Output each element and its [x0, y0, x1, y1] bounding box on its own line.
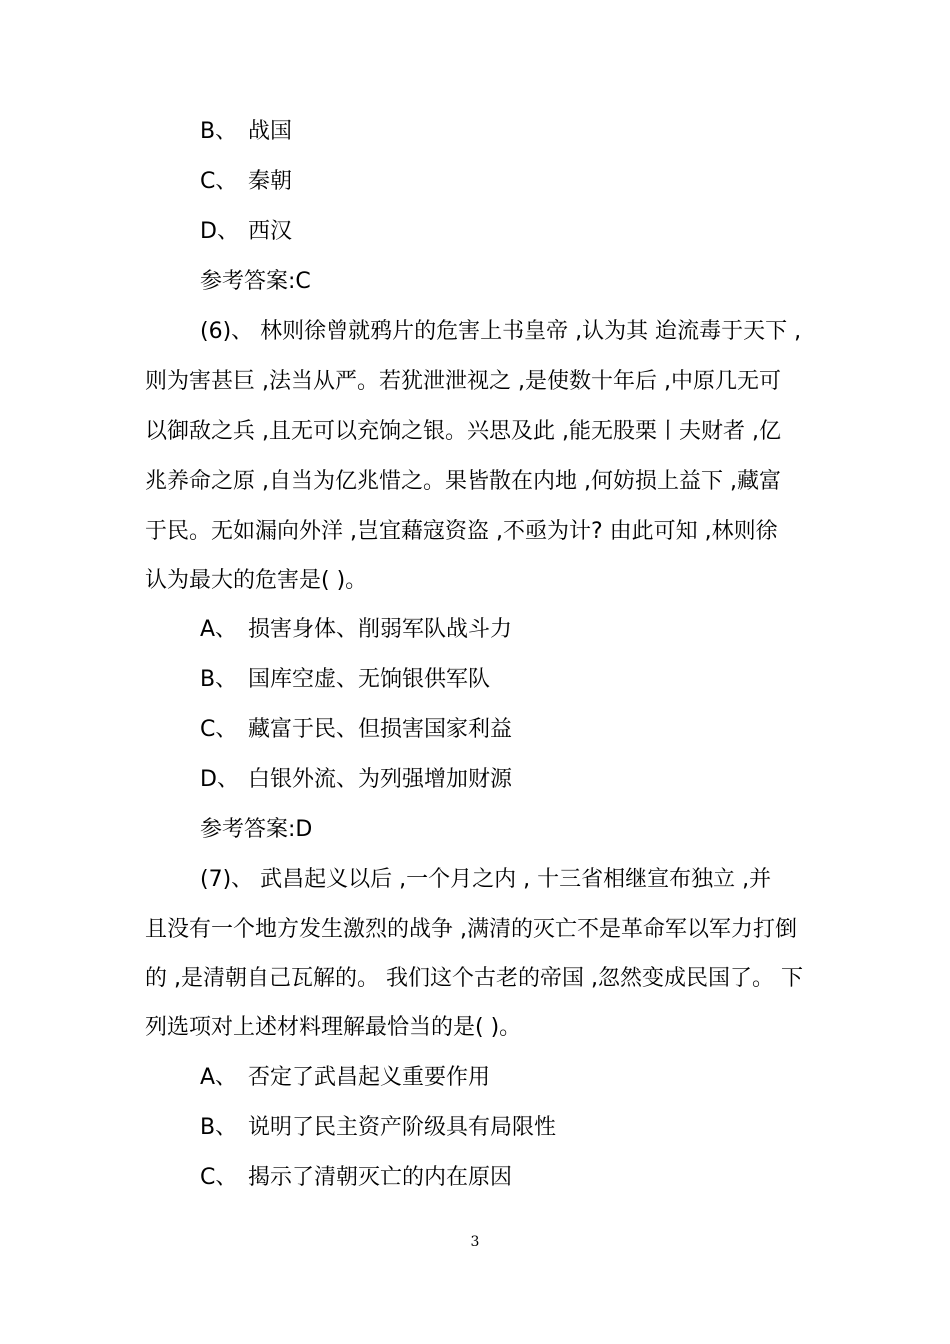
option-text: 损害身体、削弱军队战斗力 [248, 617, 513, 642]
option-label: D、 [200, 767, 239, 792]
option-text: 西汉 [248, 219, 293, 244]
q7-stem-line-3: 的 ,是清朝自己瓦解的。 我们这个古老的帝国 ,忽然变成民国了。 下 [145, 966, 803, 991]
q6-stem-line-5: 于民。无如漏向外洋 ,岂宜藉寇资盗 ,不亟为计? 由此可知 ,林则徐 [145, 519, 778, 544]
q7-stem-line-2: 且没有一个地方发生激烈的战争 ,满清的灭亡不是革命军以军力打倒 [145, 917, 797, 942]
option-text: 说明了民主资产阶级具有局限性 [248, 1115, 557, 1140]
q7-stem-line-4: 列选项对上述材料理解最恰当的是( )。 [145, 1015, 522, 1040]
option-label: D、 [200, 219, 239, 244]
q6-option-a [200, 615, 512, 645]
q6-option-d [200, 765, 512, 795]
option-label: A、 [200, 617, 238, 642]
option-label: B、 [200, 667, 238, 692]
q6-stem-line-2: 则为害甚巨 ,法当从严。若犹泄泄视之 ,是使数十年后 ,中原几无可 [145, 369, 781, 394]
option-label: C、 [200, 169, 238, 194]
q5-option-c [200, 167, 292, 197]
option-label: A、 [200, 1065, 238, 1090]
q5-option-b [200, 117, 292, 147]
option-text: 否定了武昌起义重要作用 [248, 1065, 491, 1090]
q7-stem-line-1: (7)、 武昌起义以后 ,一个月之内 , 十三省相继宣布独立 ,并 [200, 867, 772, 892]
option-text: 战国 [248, 119, 293, 144]
q6-option-b [200, 665, 490, 695]
option-text: 国库空虚、无饷银供军队 [248, 667, 491, 692]
q6-stem-line-3: 以御敌之兵 ,且无可以充饷之银。兴思及此 ,能无股栗丨夫财者 ,亿 [145, 419, 781, 444]
q6-stem-line-1: (6)、 林则徐曾就鸦片的危害上书皇帝 ,认为其 迨流毒于天下 , [200, 319, 802, 344]
page-number: 3 [470, 1234, 480, 1250]
q7-option-a [200, 1063, 490, 1093]
option-text: 藏富于民、但损害国家利益 [248, 717, 513, 742]
option-label: C、 [200, 717, 238, 742]
q7-option-c [200, 1163, 512, 1193]
q5-option-d [200, 217, 292, 247]
option-label: C、 [200, 1165, 238, 1190]
option-text: 白银外流、为列强增加财源 [248, 767, 513, 792]
option-label: B、 [200, 1115, 238, 1140]
q5-answer: 参考答案:C [200, 269, 311, 294]
option-text: 秦朝 [248, 169, 293, 194]
option-label: B、 [200, 119, 238, 144]
q6-stem-line-4: 兆养命之原 ,自当为亿兆惜之。果皆散在内地 ,何妨损上益下 ,藏富 [145, 469, 781, 494]
q6-stem-line-6: 认为最大的危害是( )。 [145, 568, 368, 593]
q6-answer: 参考答案:D [200, 817, 313, 842]
q7-option-b [200, 1113, 556, 1143]
option-text: 揭示了清朝灭亡的内在原因 [248, 1165, 513, 1190]
q6-option-c [200, 715, 512, 745]
